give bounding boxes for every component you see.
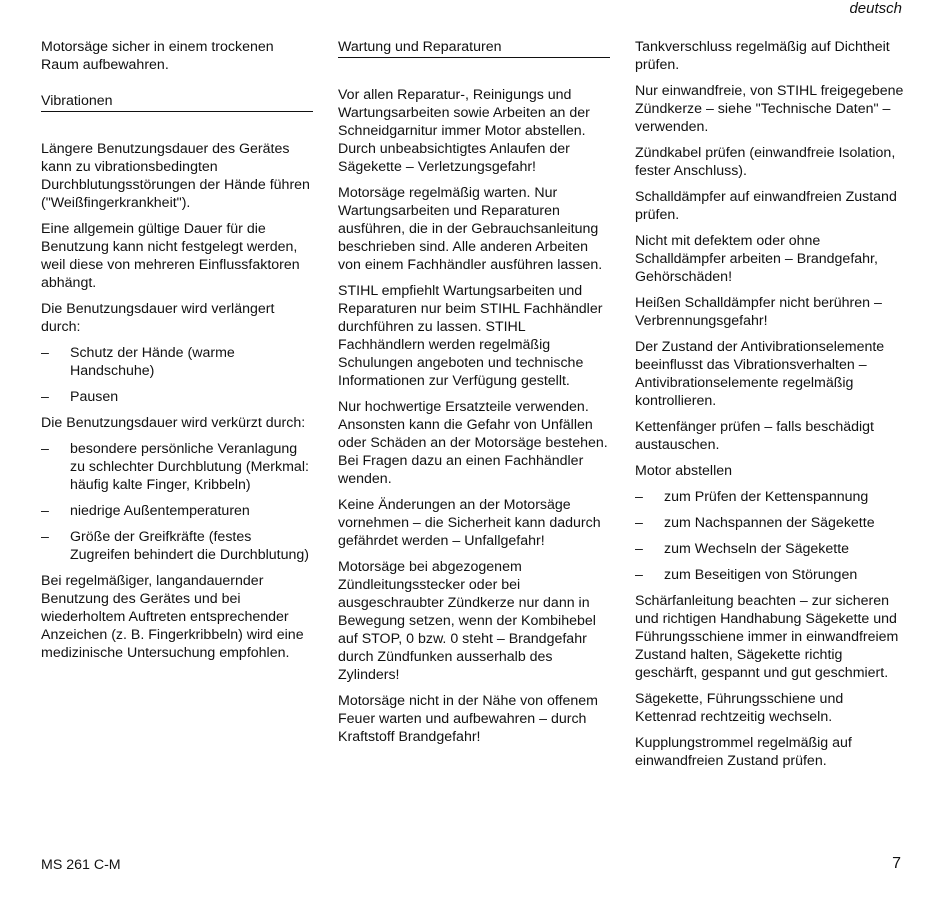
paragraph: Kupplungstrommel regelmäßig auf einwandfreien Zustand prüfen.	[635, 735, 852, 769]
list-item: – Pausen	[41, 389, 119, 405]
paragraph: Tankverschluss regelmäßig auf Dichtheit prüfen.	[635, 39, 890, 73]
inline-heading: Schärfanleitung beachten	[635, 593, 796, 609]
column-right	[635, 38, 907, 778]
paragraph: Nur einwandfreie, von STIHL freigegebene Zündkerze – siehe "Technische Daten" – verwenden.	[635, 83, 904, 135]
paragraph: Schärfanleitung beachten – zur sicheren und richtigen Handhabung Sägekette und Führungsschiene immer in einwandfreiem Zustand halten, Sägekette richtig geschärft, gespannt und gut geschmiert.	[635, 593, 899, 681]
list-item: – Schutz der Hände (warme Handschuhe)	[41, 345, 235, 379]
list-item: – zum Beseitigen von Störungen	[635, 567, 858, 583]
paragraph: Nicht mit defektem oder ohne Schalldämpfer arbeiten – Brandgefahr, Gehörschäden!	[635, 233, 878, 285]
paragraph: Heißen Schalldämpfer nicht berühren – Verbrennungsgefahr!	[635, 295, 882, 329]
column-middle	[338, 38, 610, 754]
language-label: deutsch	[849, 0, 902, 17]
paragraph: Sägekette, Führungsschiene und Kettenrad rechtzeitig wechseln.	[635, 691, 844, 725]
paragraph: Bei regelmäßiger, langandauernder Benutzung des Gerätes und bei wiederholtem Auftreten entsprechender Anzeichen (z. B. Fingerkribbeln) wird eine medizinische Untersuchung empfohlen.	[41, 573, 304, 661]
paragraph: Vor allen Reparatur-, Reinigungs und Wartungsarbeiten sowie Arbeiten an der Schneidgarnitur immer Motor abstellen. Durch unbeabsichtigtes Anlaufen der Sägekette – Verletzungsgefahr!	[338, 87, 590, 175]
paragraph: Der Zustand der Antivibrationselemente beeinflusst das Vibrationsverhalten – Antivibrationselemente regelmäßig kontrollieren.	[635, 339, 885, 409]
list-item: – Größe der Greifkräfte (festes Zugreifen behindert die Durchblutung)	[41, 529, 309, 563]
paragraph: Kettenfänger prüfen – falls beschädigt austauschen.	[635, 419, 875, 453]
column-left	[41, 38, 313, 670]
paragraph: Die Benutzungsdauer wird verlängert durch:	[41, 301, 275, 335]
paragraph: Schalldämpfer auf einwandfreien Zustand prüfen.	[635, 189, 897, 223]
paragraph: STIHL empfiehlt Wartungsarbeiten und Reparaturen nur beim STIHL Fachhändler durchführen zu lassen. STIHL Fachhändlern werden regelmäßig Schulungen angeboten und technische Informationen zur Verfügung gestellt.	[338, 283, 603, 389]
intro-paragraph: Motorsäge sicher in einem trockenen Raum aufbewahren.	[41, 39, 274, 73]
section-heading-wartung: Wartung und Reparaturen	[338, 38, 610, 58]
stop-symbol-icon: 0	[450, 631, 459, 647]
paragraph: Motorsäge nicht in der Nähe von offenem Feuer warten und aufbewahren – durch Kraftstoff Brandgefahr!	[338, 693, 598, 745]
paragraph: Motorsäge regelmäßig warten. Nur Wartungsarbeiten und Reparaturen ausführen, die in der Gebrauchsanleitung beschrieben sind. Alle anderen Arbeiten von einem Fachhändler ausführen lassen.	[338, 185, 603, 273]
warning-text: Verletzungsgefahr!	[417, 159, 536, 175]
list-item: – zum Nachspannen der Sägekette	[635, 515, 875, 531]
paragraph: Eine allgemein gültige Dauer für die Benutzung kann nicht festgelegt werden, weil diese von mehreren Einflussfaktoren abhängt.	[41, 221, 300, 291]
warning-text: Brandgefahr, Gehörschäden!	[635, 251, 878, 285]
paragraph: Zündkabel prüfen (einwandfreie Isolation, fester Anschluss).	[635, 145, 896, 179]
paragraph: Längere Benutzungsdauer des Gerätes kann zu vibrationsbedingten Durchblutungsstörungen der Hände führen ("Weißfingerkrankheit").	[41, 141, 310, 211]
list-item: – besondere persönliche Veranlagung zu schlechter Durchblutung (Merkmal: häufig kalte Finger, Kribbeln)	[41, 441, 309, 493]
warning-text: Verbrennungsgefahr!	[635, 313, 768, 329]
warning-text: Brandgefahr	[508, 631, 587, 647]
list-item: – niedrige Außentemperaturen	[41, 503, 250, 519]
paragraph: Die Benutzungsdauer wird verkürzt durch:	[41, 415, 306, 431]
inline-heading: Kettenfänger prüfen	[635, 419, 761, 435]
list-item: – zum Wechseln der Sägekette	[635, 541, 850, 557]
inline-heading: Motor abstellen	[635, 463, 732, 479]
stop-label: STOP	[361, 631, 399, 647]
model-label: MS 261 C-M	[41, 857, 121, 873]
page-number: 7	[892, 855, 901, 872]
paragraph: Nur hochwertige Ersatzteile verwenden. Ansonsten kann die Gefahr von Unfällen oder Schäden an der Motorsäge bestehen. Bei Fragen dazu an einen Fachhändler wenden.	[338, 399, 608, 487]
section-heading-vibrationen: Vibrationen	[41, 92, 313, 112]
warning-text: Brandgefahr!	[398, 729, 481, 745]
list-item: – zum Prüfen der Kettenspannung	[635, 489, 869, 505]
zero-label: 0	[406, 631, 415, 647]
paragraph: Motorsäge bei abgezogenem Zündleitungsstecker oder bei ausgeschraubter Zündkerze nur dann in Bewegung setzen, wenn der Kombihebel auf STOP, 0 bzw. 0 steht – Brandgefahr durch Zündfunken ausserhalb des Zylinders!	[338, 559, 596, 683]
warning-text: Unfallgefahr!	[464, 533, 545, 549]
paragraph: Keine Änderungen an der Motorsäge vornehmen – die Sicherheit kann dadurch gefährdet werden – Unfallgefahr!	[338, 497, 601, 549]
